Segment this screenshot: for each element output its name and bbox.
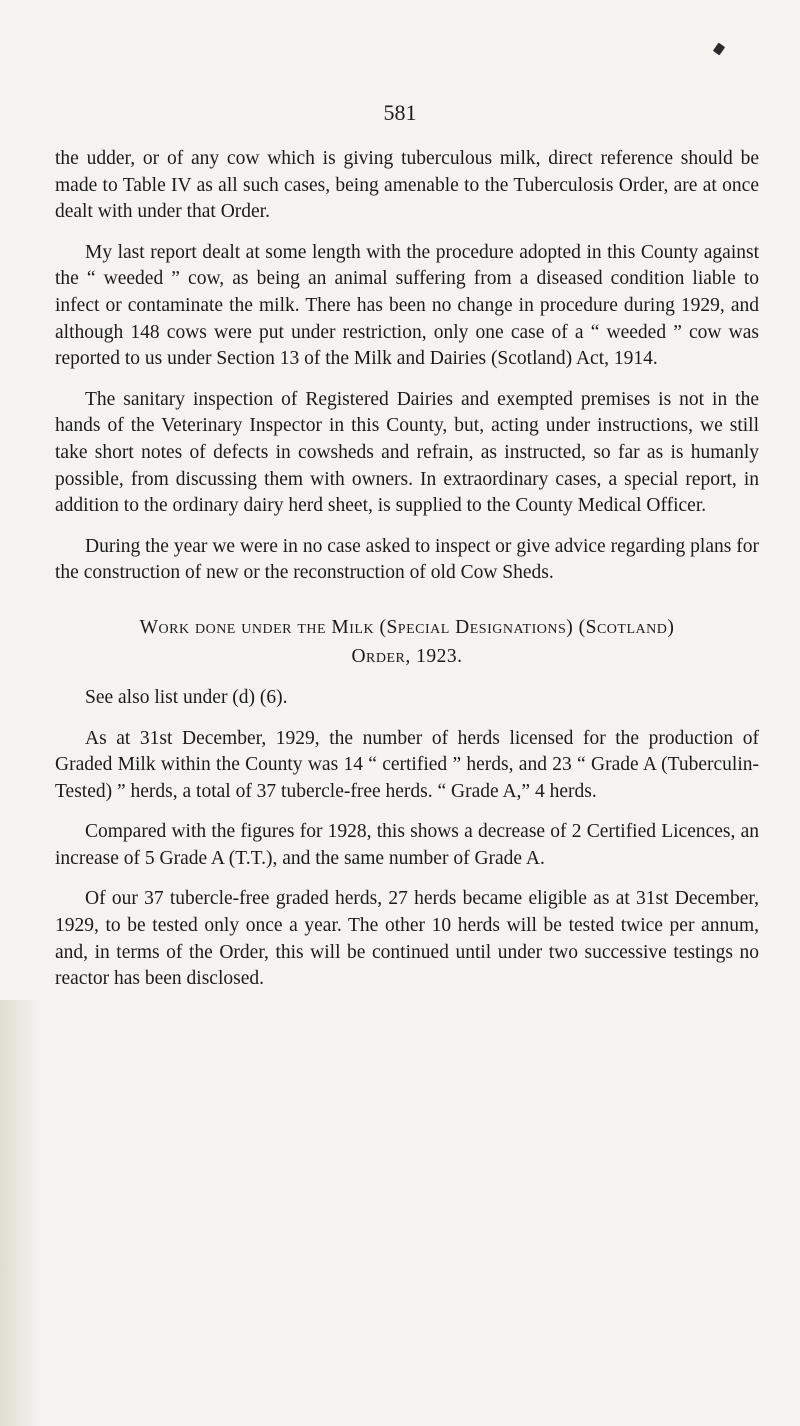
section-paragraph-3: Compared with the figures for 1928, this shows a decrease of 2 Certified Licences, an increase of 5 Grade A (T.T.), and the same number of Grade A. (55, 821, 759, 869)
paragraph-1: the udder, or of any cow which is giving tuberculous milk, direct reference should be made to Table IV as all such cases, being amenable to the Tuberculosis Order, are at once dealt with under that Order. (55, 148, 759, 223)
paragraph-2: My last report dealt at some length with the procedure adopted in this County against the “ weeded ” cow, as being an animal suffering from a diseased condition liable to infect or contaminate the milk. There has been no change in procedure during 1929, and although 148 cows were put under restriction, only one case of a “ weeded ” cow was reported to us under Section 13 of the Milk and Dairies (Scotland) Act, 1914. (55, 241, 759, 370)
paragraph-3: The sanitary inspection of Registered Dairies and exempted premises is not in the hands of the Veterinary Inspector in this County, but, acting under instructions, we still take short notes of defects in cowsheds and refrain, as instructed, so far as is humanly possible, from discussing them with owners. In extraordinary cases, a special report, in addition to the ordinary dairy herd sheet, is supplied to the County Medical Officer. (55, 388, 759, 517)
ink-spot (713, 43, 725, 56)
section-heading-line-2: Order, 1923. (351, 645, 463, 667)
page-body (55, 146, 759, 1007)
section-paragraph-4: Of our 37 tubercle-free graded herds, 27 herds became eligible as at 31st December, 1929, to be tested only once a year. The other 10 herds will be tested twice per annum, and, in terms of the Order, this will be continued until under two successive testings no reactor has been disclosed. (55, 888, 759, 990)
section-paragraph-1: See also list under (d) (6). (85, 686, 288, 708)
page-number: 581 (383, 100, 417, 125)
section-heading-line-1: Work done under the Milk (Special Designations) (Scotland) (139, 616, 675, 638)
section-paragraph-2: As at 31st December, 1929, the number of herds licensed for the production of Graded Milk within the County was 14 “ certified ” herds, and 23 “ Grade A (Tuberculin-Tested) ” herds, a total of 37 tubercle-free herds. “ Grade A,” 4 herds. (55, 727, 759, 802)
section-heading (55, 613, 759, 671)
page-stain (0, 1000, 40, 1426)
paragraph-4: During the year we were in no case asked to inspect or give advice regarding plans for the construction of new or the reconstruction of old Cow Sheds. (55, 535, 759, 584)
